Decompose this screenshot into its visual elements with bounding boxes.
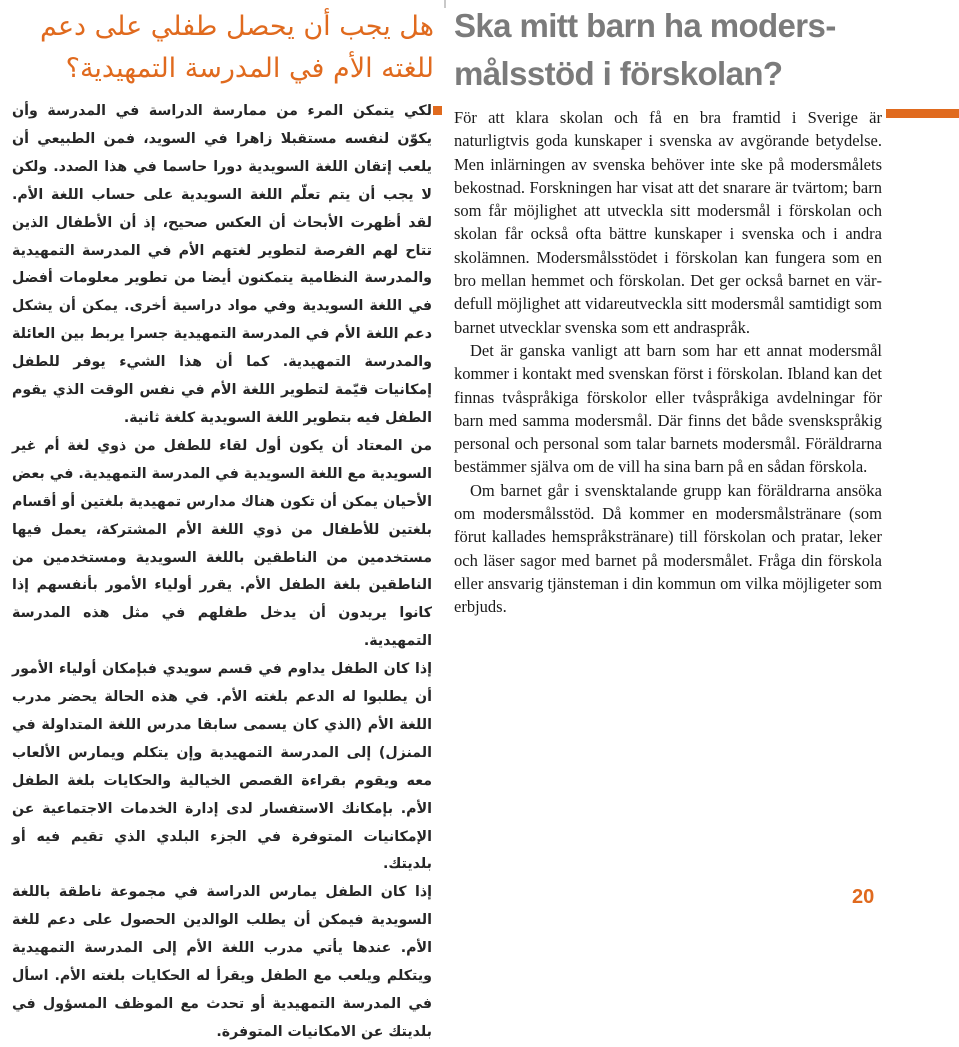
arabic-paragraph: إذا كان الطفل يداوم في قسم سويدي فبإمكان أولياء الأمور أن يطلبوا له الدعم بلغته الأم. في هذه الحالة يحضر مدرب اللغة الأم (الذي كان يسمى سابقا مدرس اللغة المتداولة في المنزل) إلى المدرسة التمهيدية وإن يتكلم ويمارس الألعاب معه ويقوم بقراءة القصص الخيالية والحكايات بلغة الطفل الأم. بإمكانك الاستفسار لدى إدارة الخدمات الاجتماعية عن الإمكانيات المتوفرة في الجزء البلدي الذي تقيم فيه أو بلديتك. — [12, 661, 432, 873]
swedish-heading: Ska mitt barn ha modersmålsstöd i förskolan? — [454, 7, 837, 92]
swedish-paragraph: För att klara skolan och få en bra framtid i Sverige är naturligtvis goda kunskaper i svenska av avgörande betydelse. Men inlärningen av svenska behöver inte ske på modersmålets bekostnad. Forskningen har visat att det snarare är tvärtom; barn som får möjlighet att utveckla sitt modersmål i förskolan och skolan får också ofta bättre kunskaper i svenska och i andra skolämnen. Modersmålsstödet i förskolan kan fungera som en bro mellan hemmet och förskolan. Det ger också barnet en värdefull möjlighet att vidareutveckla sitt modersmål samtidigt som barnet utvecklar svenska som ett andraspråk. — [454, 108, 882, 337]
arabic-paragraph: من المعتاد أن يكون أول لقاء للطفل من ذوي لغة أم غير السويدية مع اللغة السويدية في المدرسة التمهيدية. في بعض الأحيان يمكن أن تكون هناك مدارس تمهيدية بلغتين أو أقسام بلغتين للأطفال من ذوي اللغة الأم المشتركة، يعمل فيها مستخدمين من الناطقين باللغة السويدية ومستخدمين من الناطقين بلغة الطفل الأم. يقرر أولياء الأمور بأنفسهم إذا كانوا يريدون أن يدخل طفلهم في مثل هذه المدرسة التمهيدية. — [12, 437, 432, 650]
arabic-heading: هل يجب أن يحصل طفلي على دعم للغته الأم في المدرسة التمهيدية؟ — [39, 11, 434, 84]
accent-bar — [886, 109, 959, 118]
swedish-paragraph: Om barnet går i svensktalande grupp kan föräldrarna ansöka om modersmålsstöd. Då kommer en modersmålstränare (som förut kallades hemspråkstränare) till förskolan och pratar, leker och läser sagor med barnet på modersmålet. Fråga din förskola eller ansvarig tjänsteman i din kommun om vilka möjligeter som erbjuds. — [454, 480, 882, 617]
swedish-body — [454, 106, 882, 619]
accent-square — [433, 106, 442, 115]
arabic-paragraph: لكي يتمكن المرء من ممارسة الدراسة في المدرسة وأن يكوّن لنفسه مستقبلا زاهرا في السويد، فمن الطبيعي أن يلعب إتقان اللغة السويدية دورا حاسما في هذا الصدد. ولكن لا يجب أن يتم تعلّم اللغة السويدية على حساب اللغة الأم. لقد أظهرت الأبحاث أن العكس صحيح، إذ أن الأطفال الذين تتاح لهم الفرصة لتطوير لغتهم الأم في المدرسة التمهيدية والمدرسة النظامية يتمكنون أيضا من تطوير معلومات أفضل في اللغة السويدية وفي مواد دراسية أخرى. يمكن أن يشكل دعم اللغة الأم في المدرسة التمهيدية جسرا يربط بين العائلة والمدرسة التمهيدية. كما أن هذا الشيء يوفر للطفل إمكانيات قيّمة لتطوير اللغة الأم في نفس الوقت الذي يقوم الطفل فيه بتطوير اللغة السويدية كلغة ثانية. — [12, 103, 432, 426]
column-divider — [444, 0, 446, 8]
arabic-body — [12, 98, 432, 1040]
page-number: 20 — [852, 886, 875, 908]
arabic-paragraph: إذا كان الطفل يمارس الدراسة في مجموعة ناطقة باللغة السويدية فيمكن أن يطلب الوالدين الحصول على دعم للغة الأم. عندها يأتي مدرب اللغة الأم إلى المدرسة التمهيدية ويتكلم ويلعب مع الطفل ويقرأ له الحكايات بلغته الأم. اسأل في المدرسة التمهيدية أو تحدث مع الموظف المسؤول في بلديتك عن الامكانيات المتوفرة. — [12, 884, 432, 1040]
swedish-paragraph: Det är ganska vanligt att barn som har ett annat modersmål kommer i kontakt med svenskan först i förskolan. Ibland kan det finnas tvåspråkiga förskolor eller tvåspråkiga avdelningar för barn med samma modersmål. Där finns det både svenskspråkig personal och personal som talar barnets modersmål. Föräldrarna bestämmer själva om de vill ha sina barn på en sådan förskola. — [454, 340, 882, 477]
